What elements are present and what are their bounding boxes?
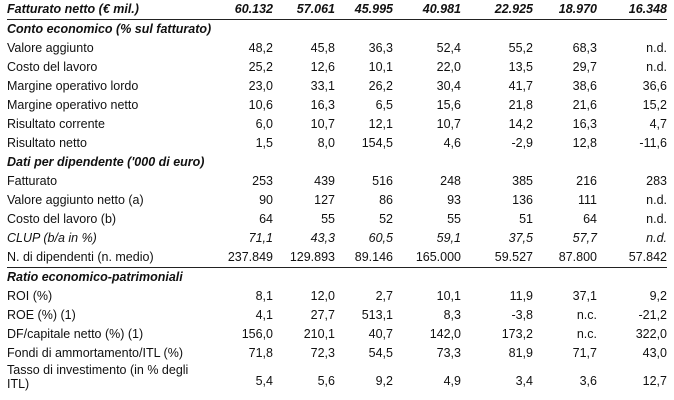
section-header-row [7, 20, 667, 40]
table-cell: 87.800 [533, 248, 597, 268]
table-cell: 54,5 [368, 346, 393, 360]
row-label: ROI (%) [7, 289, 53, 303]
row-label: N. di dipendenti (n. medio) [7, 248, 197, 268]
row-label: Tasso di investimento (in % degli ITL) [7, 363, 189, 391]
table-cell: 89.146 [335, 248, 393, 268]
table-cell: 283 [646, 174, 667, 188]
table-cell: 237.849 [197, 248, 273, 268]
table-cell: -3,8 [511, 308, 533, 322]
table-cell: n.c. [576, 327, 597, 341]
row-label: Fatturato [7, 174, 58, 188]
table-cell: 90 [259, 193, 273, 207]
table-cell: 71,7 [572, 346, 597, 360]
table-cell: 12,6 [310, 60, 335, 74]
table-cell: 37,1 [572, 289, 597, 303]
table-cell: 513,1 [361, 308, 393, 322]
table-cell: 9,2 [375, 374, 393, 388]
table-cell: 10,6 [248, 98, 273, 112]
table-cell: 72,3 [310, 346, 335, 360]
table-cell: 9,2 [649, 289, 667, 303]
table-cell: 173,2 [501, 327, 533, 341]
table-cell: -11,6 [639, 136, 667, 150]
table-cell: 41,7 [508, 79, 533, 93]
table-cell: 57.061 [273, 0, 335, 20]
table-cell: 59,1 [436, 231, 461, 245]
section-header-row [7, 268, 667, 288]
table-row [7, 39, 667, 58]
table-row [7, 229, 667, 248]
table-cell: 93 [447, 193, 461, 207]
row-label: DF/capitale netto (%) (1) [7, 327, 144, 341]
row-label: Valore aggiunto netto (a) [7, 193, 144, 207]
table-cell: 111 [577, 193, 597, 207]
table-row [7, 306, 667, 325]
table-row [7, 0, 667, 20]
table-cell: 6,0 [255, 117, 273, 131]
table-cell: 81,9 [508, 346, 533, 360]
table-cell: 57.842 [597, 248, 667, 268]
table-cell: 23,0 [248, 79, 273, 93]
table-cell: 64 [583, 212, 597, 226]
table-cell: 71,8 [248, 346, 273, 360]
table-cell: 322,0 [635, 327, 667, 341]
table-cell: 253 [252, 174, 273, 188]
table-cell: 129.893 [273, 248, 335, 268]
section-title: Dati per dipendente ('000 di euro) [7, 155, 205, 169]
table-row [7, 248, 667, 268]
table-cell: 55 [321, 212, 335, 226]
table-cell: 11,9 [509, 289, 533, 303]
table-cell: 10,1 [368, 60, 393, 74]
table-cell: 14,2 [508, 117, 533, 131]
table-row [7, 325, 667, 344]
section-title: Conto economico (% sul fatturato) [7, 22, 212, 36]
table-cell: 8,1 [255, 289, 273, 303]
row-label: Fondi di ammortamento/ITL (%) [7, 346, 183, 360]
table-cell: 25,2 [248, 60, 273, 74]
table-cell: 12,7 [642, 374, 667, 388]
table-cell: 5,6 [317, 374, 335, 388]
table-cell: 86 [379, 193, 393, 207]
table-cell: 136 [512, 193, 533, 207]
table-cell: 71,1 [248, 231, 273, 245]
table-cell: 16,3 [310, 98, 335, 112]
table-cell: n.d. [646, 193, 667, 207]
table-cell: 18.970 [533, 0, 597, 20]
table-cell: n.d. [646, 60, 667, 74]
table-cell: 2,7 [375, 289, 393, 303]
table-cell: 30,4 [436, 79, 461, 93]
table-cell: 13,5 [508, 60, 533, 74]
table-cell: 142,0 [429, 327, 461, 341]
row-label: Costo del lavoro [7, 60, 98, 74]
table-row [7, 172, 667, 191]
table-cell: 154,5 [361, 136, 393, 150]
table-cell: 10,1 [436, 289, 461, 303]
table-cell: 52,4 [436, 41, 461, 55]
table-cell: 22,0 [436, 60, 461, 74]
table-cell: 68,3 [572, 41, 597, 55]
table-cell: 51 [519, 212, 533, 226]
table-cell: 43,3 [310, 231, 335, 245]
table-cell: 29,7 [572, 60, 597, 74]
table-cell: 1,5 [255, 136, 273, 150]
table-cell: 45,8 [310, 41, 335, 55]
table-cell: 127 [314, 193, 335, 207]
table-cell: 21,6 [572, 98, 597, 112]
table-cell: 45.995 [335, 0, 393, 20]
table-row [7, 344, 667, 363]
table-cell: 16,3 [572, 117, 597, 131]
table-cell: 16.348 [597, 0, 667, 20]
table-cell: 210,1 [303, 327, 335, 341]
table-cell: 4,6 [443, 136, 461, 150]
row-label: Risultato netto [7, 136, 87, 150]
table-cell: 21,8 [508, 98, 533, 112]
table-cell: 10,7 [310, 117, 335, 131]
table-cell: 8,0 [317, 136, 335, 150]
table-cell: 516 [372, 174, 393, 188]
table-cell: 36,6 [642, 79, 667, 93]
table-cell: 165.000 [393, 248, 461, 268]
table-cell: 12,1 [368, 117, 393, 131]
row-label: ROE (%) (1) [7, 308, 76, 322]
row-label: CLUP (b/a in %) [7, 231, 97, 245]
table-row [7, 191, 667, 210]
table-cell: 22.925 [461, 0, 533, 20]
table-row [7, 210, 667, 229]
financial-indicators-table [7, 0, 667, 391]
table-cell: 5,4 [255, 374, 273, 388]
table-cell: 40.981 [393, 0, 461, 20]
table-cell: 439 [314, 174, 335, 188]
table-row [7, 287, 667, 306]
table-cell: 73,3 [436, 346, 461, 360]
table-cell: 3,4 [515, 374, 533, 388]
table-cell: 26,2 [368, 79, 393, 93]
table-cell: 248 [440, 174, 461, 188]
table-cell: 10,7 [436, 117, 461, 131]
table-cell: 6,5 [375, 98, 393, 112]
table-cell: 216 [576, 174, 597, 188]
row-label: Fatturato netto (€ mil.) [7, 0, 197, 20]
row-label: Margine operativo netto [7, 98, 139, 112]
table-cell: 59.527 [461, 248, 533, 268]
table-cell: 12,8 [572, 136, 597, 150]
table-cell: 55 [447, 212, 461, 226]
table-cell: n.d. [646, 231, 667, 245]
table-cell: 8,3 [443, 308, 461, 322]
table-cell: 55,2 [508, 41, 533, 55]
table-row [7, 58, 667, 77]
row-label: Margine operativo lordo [7, 79, 139, 93]
table-row [7, 363, 667, 391]
table-cell: -21,2 [638, 308, 667, 322]
table-cell: n.d. [646, 212, 667, 226]
table-cell: 64 [259, 212, 273, 226]
table-cell: 38,6 [572, 79, 597, 93]
table-cell: 385 [512, 174, 533, 188]
table-cell: 27,7 [310, 308, 335, 322]
section-title: Ratio economico-patrimoniali [7, 270, 183, 284]
table-cell: 60,5 [368, 231, 393, 245]
table-cell: 37,5 [508, 231, 533, 245]
table-cell: 12,0 [310, 289, 335, 303]
table-row [7, 134, 667, 153]
table-cell: 4,7 [649, 117, 667, 131]
table-cell: -2,9 [511, 136, 533, 150]
table-cell: 15,6 [436, 98, 461, 112]
table-row [7, 77, 667, 96]
section-header-row [7, 153, 667, 172]
table-cell: 52 [379, 212, 393, 226]
table-cell: 43,0 [642, 346, 667, 360]
table-cell: 36,3 [368, 41, 393, 55]
table-row [7, 96, 667, 115]
row-label: Costo del lavoro (b) [7, 212, 117, 226]
table-cell: 33,1 [310, 79, 335, 93]
table-cell: 57,7 [572, 231, 597, 245]
table-cell: 15,2 [642, 98, 667, 112]
table-cell: n.c. [576, 308, 597, 322]
table-cell: 156,0 [241, 327, 273, 341]
table-row [7, 115, 667, 134]
row-label: Risultato corrente [7, 117, 105, 131]
table-cell: 4,9 [443, 374, 461, 388]
table-cell: 48,2 [248, 41, 273, 55]
table-cell: n.d. [646, 41, 667, 55]
table-cell: 4,1 [255, 308, 273, 322]
table-cell: 3,6 [579, 374, 597, 388]
table-cell: 60.132 [197, 0, 273, 20]
row-label: Valore aggiunto [7, 41, 94, 55]
table-cell: 40,7 [368, 327, 393, 341]
